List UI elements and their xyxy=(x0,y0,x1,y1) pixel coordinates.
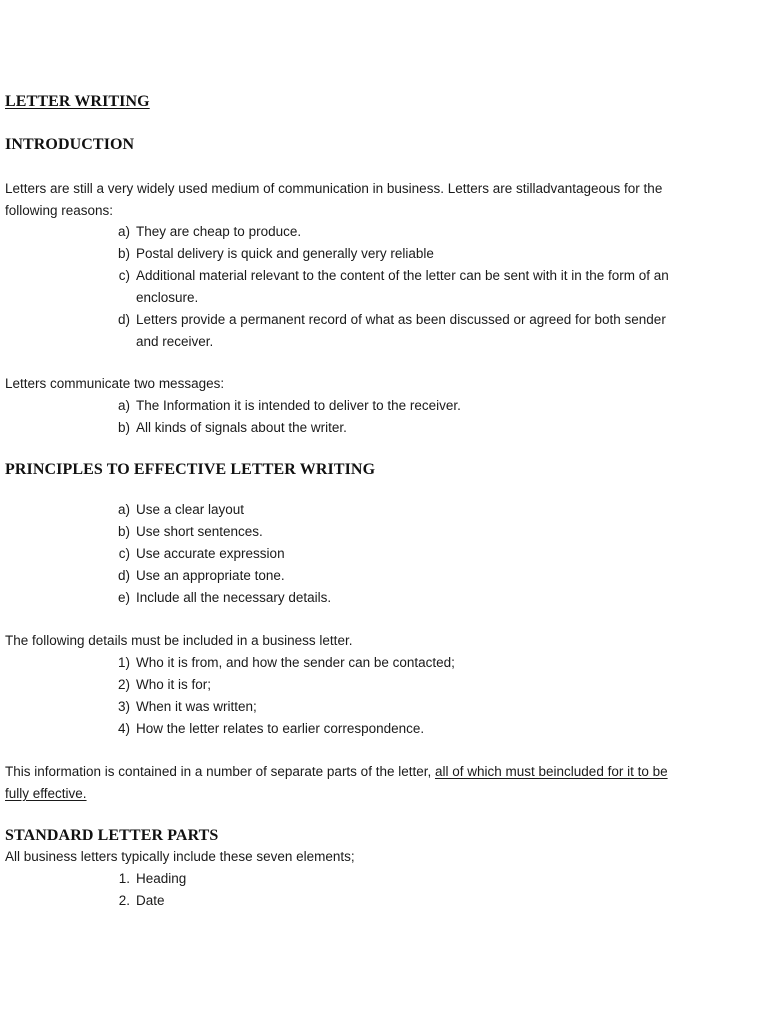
messages-list xyxy=(110,395,670,439)
messages-intro: Letters communicate two messages: xyxy=(5,376,225,391)
list-item xyxy=(110,309,670,353)
list-item xyxy=(110,696,670,718)
list-item-text: Who it is for; xyxy=(136,677,212,692)
list-item xyxy=(110,221,670,243)
list-marker: a) xyxy=(117,224,130,239)
list-item xyxy=(110,587,670,609)
list-marker: b) xyxy=(117,420,130,435)
list-item-text: Use a clear layout xyxy=(136,502,245,517)
list-marker: 2) xyxy=(117,677,130,692)
details-list xyxy=(110,652,670,740)
list-item xyxy=(110,417,670,439)
standard-parts-intro: All business letters typically include these seven elements; xyxy=(5,849,355,864)
list-marker: b) xyxy=(117,524,130,539)
list-item-text: The Information it is intended to deliver to the receiver. xyxy=(136,398,461,413)
list-item-text: Date xyxy=(136,893,165,908)
principles-heading: PRINCIPLES TO EFFECTIVE LETTER WRITING xyxy=(5,461,376,478)
list-item xyxy=(110,265,670,309)
introduction-heading: INTRODUCTION xyxy=(5,136,135,153)
standard-parts-heading: STANDARD LETTER PARTS xyxy=(5,827,219,844)
summary-underlined-text: all of which must beincluded for it to be fully effective. xyxy=(5,764,668,801)
list-item-text: Use an appropriate tone. xyxy=(136,568,285,583)
list-marker: 1) xyxy=(117,655,130,670)
list-item xyxy=(110,395,670,417)
list-item-text: Use short sentences. xyxy=(136,524,263,539)
list-item xyxy=(110,718,670,740)
introduction-paragraph: Letters are still a very widely used medium of communication in business. Letters are stilladvantageous for the following reasons: xyxy=(5,181,663,218)
list-item xyxy=(110,868,670,890)
list-item xyxy=(110,521,670,543)
list-item xyxy=(110,674,670,696)
list-item-text: How the letter relates to earlier correspondence. xyxy=(136,721,425,736)
list-marker: a) xyxy=(117,502,130,517)
summary-text: This information is contained in a number of separate parts of the letter, xyxy=(5,764,435,779)
document-title: LETTER WRITING xyxy=(5,93,150,110)
list-item-text: When it was written; xyxy=(136,699,257,714)
list-marker: d) xyxy=(117,568,130,583)
list-item xyxy=(110,652,670,674)
list-item xyxy=(110,565,670,587)
list-item-text: Postal delivery is quick and generally very reliable xyxy=(136,246,434,261)
list-item xyxy=(110,243,670,265)
list-item-text: They are cheap to produce. xyxy=(136,224,302,239)
list-item-text: Include all the necessary details. xyxy=(136,590,332,605)
list-marker: 2. xyxy=(118,893,130,908)
list-item-text: Heading xyxy=(136,871,187,886)
list-item-text: Additional material relevant to the content of the letter can be sent with it in the form of an enclosure. xyxy=(136,268,669,305)
standard-parts-list xyxy=(110,868,670,912)
list-item-text: Who it is from, and how the sender can be contacted; xyxy=(136,655,455,670)
list-marker: 3) xyxy=(117,699,130,714)
list-marker: a) xyxy=(117,398,130,413)
principles-list xyxy=(110,499,670,609)
list-marker: 1. xyxy=(118,871,130,886)
list-item xyxy=(110,499,670,521)
details-intro: The following details must be included in a business letter. xyxy=(5,633,353,648)
list-item-text: Use accurate expression xyxy=(136,546,285,561)
list-item-text: All kinds of signals about the writer. xyxy=(136,420,347,435)
reasons-list xyxy=(110,221,670,353)
list-marker: e) xyxy=(117,590,130,605)
list-item xyxy=(110,543,670,565)
list-marker: c) xyxy=(118,546,130,561)
list-item-text: Letters provide a permanent record of what as been discussed or agreed for both sender and receiver. xyxy=(136,312,666,349)
list-item xyxy=(110,890,670,912)
list-marker: c) xyxy=(118,268,130,283)
list-marker: 4) xyxy=(117,721,130,736)
list-marker: b) xyxy=(117,246,130,261)
list-marker: d) xyxy=(117,312,130,327)
summary-paragraph xyxy=(5,761,670,805)
